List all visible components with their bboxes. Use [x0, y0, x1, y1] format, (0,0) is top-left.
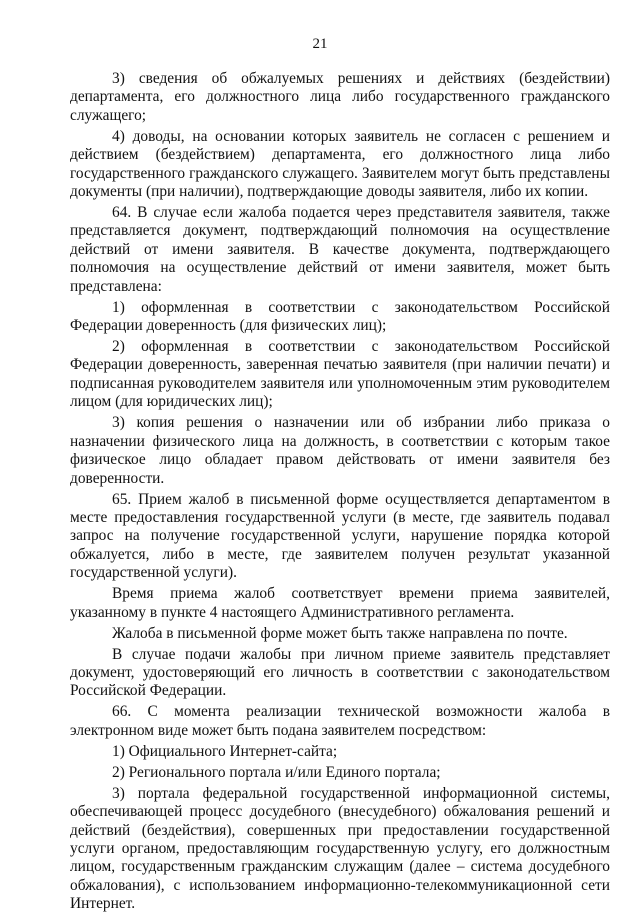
paragraph: 3) сведения об обжалуемых решениях и действиях (бездействии) департамента, его должностного лица либо государственного гражданского служащего;	[70, 70, 610, 124]
paragraph: 1) Официального Интернет-сайта;	[112, 742, 338, 760]
paragraph: Время приема жалоб соответствует времени приема заявителей, указанному в пункте 4 настоящего Административного регламента.	[70, 585, 610, 621]
paragraph: 3) портала федеральной государственной информационной системы, обеспечивающей процесс досудебного (внесудебного) обжалования решений и действий (бездействия), совершенных при предоставлении государственной услуги органом, предоставляющим государственную услугу, его должностным лицом, государственным гражданским служащим (далее – система досудебного обжалования), с использованием информационно-телекоммуникационной сети Интернет.	[70, 784, 610, 913]
paragraph: 2) Регионального портала и/или Единого портала;	[112, 763, 441, 781]
paragraph: В случае подачи жалобы при личном приеме заявитель представляет документ, удостоверяющий его личность в соответствии с законодательством Российской Федерации.	[70, 645, 610, 700]
paragraph: Жалоба в письменной форме может быть также направлена по почте.	[112, 624, 568, 642]
paragraph: 3) копия решения о назначении или об избрании либо приказа о назначении физического лица на должность, в соответствии с которым такое физическое лицо обладает правом действовать от имени заявителя без доверенности.	[70, 414, 610, 487]
paragraph: 66. С момента реализации технической возможности жалоба в электронном виде может быть подана заявителем посредством:	[70, 703, 610, 739]
document-body	[70, 70, 610, 914]
paragraph: 4) доводы, на основании которых заявитель не согласен с решением и действием (бездействием) департамента, его должностного лица либо государственного гражданского служащего. Заявителем могут быть представлены документы (при наличии), подтверждающие доводы заявителя, либо их копии.	[70, 127, 610, 201]
paragraph: 64. В случае если жалоба подается через представителя заявителя, также представляется документ, подтверждающий полномочия на осуществление действий от имени заявителя. В качестве документа, подтверждающего полномочия на осуществление действий от имени заявителя, может быть представлена:	[70, 204, 610, 295]
paragraph: 2) оформленная в соответствии с законодательством Российской Федерации доверенность, заверенная печатью заявителя (при наличии печати) и подписанная руководителем заявителя или уполномоченным этим руководителем лицом (для юридических лиц);	[70, 338, 610, 411]
paragraph: 65. Прием жалоб в письменной форме осуществляется департаментом в месте предоставления государственной услуги (в месте, где заявитель подавал запрос на получение государственной услуги, нарушение порядка которой обжалуется, либо в месте, где заявителем получен результат указанной государственной услуги).	[70, 490, 610, 582]
paragraph: 1) оформленная в соответствии с законодательством Российской Федерации доверенность (для физических лиц);	[70, 298, 610, 335]
page-number: 21	[312, 36, 328, 52]
